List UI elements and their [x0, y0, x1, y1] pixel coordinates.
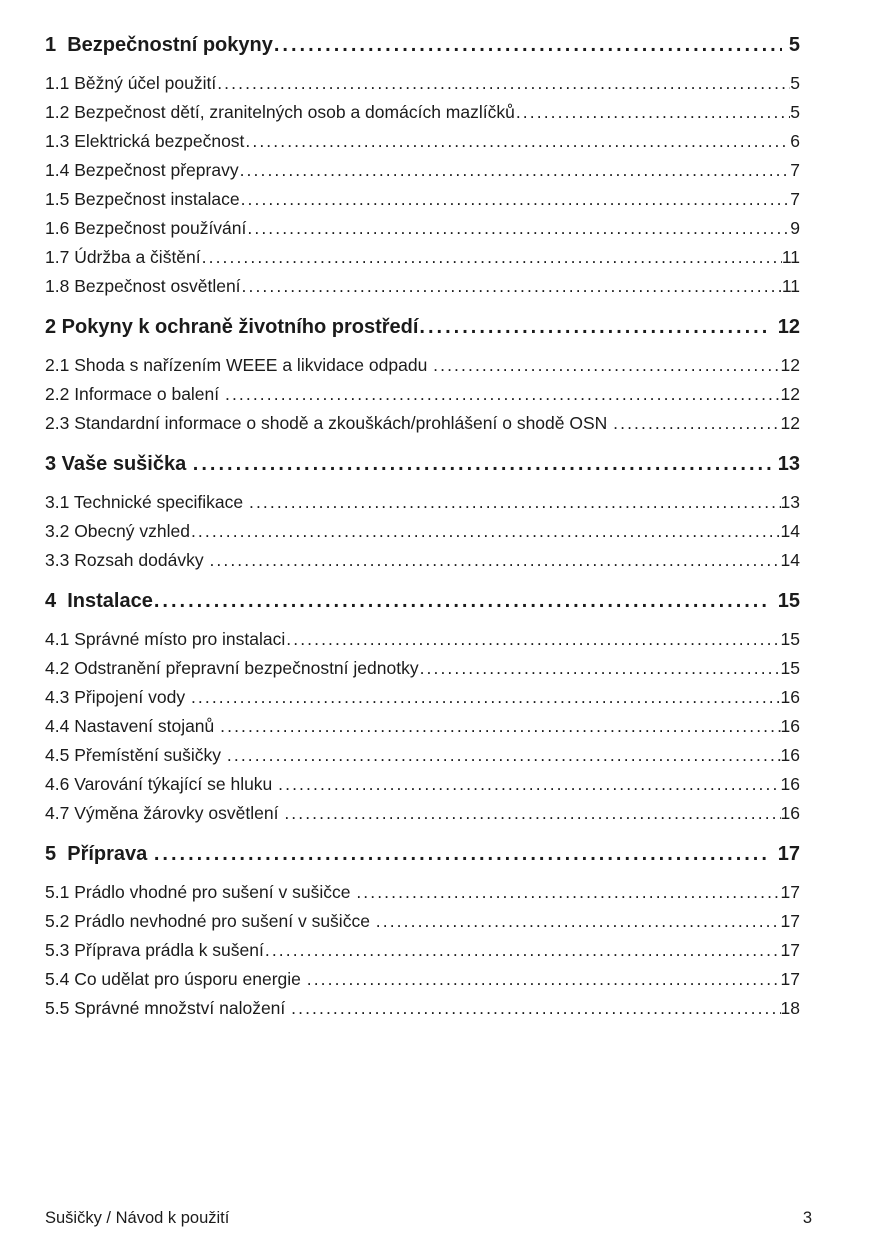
- entry-label: 1.7 Údržba a čištění: [45, 247, 201, 267]
- dot-leader: [216, 69, 790, 98]
- toc-entry: [45, 625, 800, 654]
- page-footer: [45, 1209, 812, 1228]
- footer-page-number: 3: [802, 1209, 812, 1227]
- entry-page-number: 15: [780, 658, 800, 678]
- dot-leader: [419, 654, 781, 683]
- entry-page-number: 15: [777, 590, 800, 612]
- toc-entry: [45, 799, 800, 828]
- entry-page-number: 6: [790, 131, 800, 151]
- table-of-contents: [45, 30, 800, 1023]
- toc-entry: [45, 907, 800, 936]
- toc-entry: [45, 127, 800, 156]
- toc-section-heading: [45, 312, 800, 343]
- toc-entry: [45, 683, 800, 712]
- entry-label: 4.3 Připojení vody: [45, 687, 190, 707]
- entry-label: 3.3 Rozsah dodávky: [45, 550, 209, 570]
- entry-page-number: 17: [780, 969, 800, 989]
- entry-page-number: 14: [780, 550, 800, 570]
- entry-page-number: 12: [780, 384, 800, 404]
- entry-page-number: 16: [780, 687, 800, 707]
- toc-entry: [45, 654, 800, 683]
- entry-label: 1.3 Elektrická bezpečnost: [45, 131, 245, 151]
- entry-page-number: 5: [790, 102, 800, 122]
- toc-entry: [45, 965, 800, 994]
- entry-label: 2.1 Shoda s nařízením WEEE a likvidace odpadu: [45, 355, 433, 375]
- dot-leader: [264, 936, 781, 965]
- dot-leader: [190, 517, 781, 546]
- entry-page-number: 16: [780, 745, 800, 765]
- dot-leader: [224, 380, 781, 409]
- dot-leader: [190, 683, 781, 712]
- entry-page-number: 17: [780, 882, 800, 902]
- entry-label: 1.4 Bezpečnost přepravy: [45, 160, 239, 180]
- toc-section-heading: [45, 449, 800, 480]
- toc-entry: [45, 98, 800, 127]
- entry-page-number: 16: [780, 716, 800, 736]
- dot-leader: [248, 488, 781, 517]
- entry-label: 5.2 Prádlo nevhodné pro sušení v sušičce: [45, 911, 375, 931]
- dot-leader: [201, 243, 782, 272]
- toc-entry: [45, 517, 800, 546]
- toc-entry: [45, 214, 800, 243]
- dot-leader: [240, 185, 791, 214]
- toc-entry: [45, 156, 800, 185]
- dot-leader: [239, 156, 791, 185]
- dot-leader: [283, 799, 780, 828]
- dot-leader: [375, 907, 781, 936]
- toc-entry: [45, 272, 800, 301]
- dot-leader: [153, 586, 771, 617]
- entry-page-number: 12: [780, 413, 800, 433]
- toc-section-heading: [45, 30, 800, 61]
- dot-leader: [290, 994, 780, 1023]
- toc-entry: [45, 380, 800, 409]
- dot-leader: [277, 770, 780, 799]
- dot-leader: [432, 351, 780, 380]
- entry-page-number: 16: [780, 803, 800, 823]
- entry-label: 4.1 Správné místo pro instalaci: [45, 629, 286, 649]
- entry-label: 3.1 Technické specifikace: [45, 492, 248, 512]
- entry-page-number: 13: [780, 492, 800, 512]
- entry-label: 2.3 Standardní informace o shodě a zkouškách/prohlášení o shodě OSN: [45, 413, 613, 433]
- toc-entry: [45, 351, 800, 380]
- entry-label: 5 Příprava: [45, 843, 153, 865]
- entry-label: 3.2 Obecný vzhled: [45, 521, 190, 541]
- entry-label: 4.6 Varování týkající se hluku: [45, 774, 278, 794]
- toc-entry: [45, 994, 800, 1023]
- dot-leader: [244, 127, 790, 156]
- toc-entry: [45, 770, 800, 799]
- entry-page-number: 11: [781, 247, 800, 267]
- toc-entry: [45, 488, 800, 517]
- toc-entry: [45, 878, 800, 907]
- dot-leader: [226, 741, 781, 770]
- toc-entry: [45, 185, 800, 214]
- entry-label: 3 Vaše sušička: [45, 453, 192, 475]
- entry-page-number: 17: [780, 940, 800, 960]
- dot-leader: [515, 98, 790, 127]
- entry-label: 1.2 Bezpečnost dětí, zranitelných osob a domácích mazlíčků: [45, 102, 515, 122]
- entry-page-number: 18: [780, 998, 800, 1018]
- entry-page-number: 5: [790, 73, 800, 93]
- dot-leader: [418, 312, 770, 343]
- dot-leader: [241, 272, 782, 301]
- dot-leader: [355, 878, 780, 907]
- entry-label: 4.2 Odstranění přepravní bezpečnostní jednotky: [45, 658, 419, 678]
- entry-label: 1.5 Bezpečnost instalace: [45, 189, 240, 209]
- entry-label: 2 Pokyny k ochraně životního prostředí: [45, 316, 419, 338]
- toc-entry: [45, 409, 800, 438]
- toc-entry: [45, 546, 800, 575]
- entry-page-number: 12: [780, 355, 800, 375]
- dot-leader: [285, 625, 780, 654]
- entry-page-number: 15: [780, 629, 800, 649]
- toc-entry: [45, 936, 800, 965]
- entry-label: 2.2 Informace o balení: [45, 384, 224, 404]
- toc-section-heading: [45, 586, 800, 617]
- entry-label: 4.7 Výměna žárovky osvětlení: [45, 803, 284, 823]
- entry-label: 4.5 Přemístění sušičky: [45, 745, 226, 765]
- entry-page-number: 17: [780, 911, 800, 931]
- entry-page-number: 7: [790, 189, 800, 209]
- toc-entry: [45, 712, 800, 741]
- entry-page-number: 11: [781, 276, 800, 296]
- dot-leader: [192, 449, 771, 480]
- dot-leader: [246, 214, 790, 243]
- entry-label: 1.8 Bezpečnost osvětlení: [45, 276, 241, 296]
- entry-page-number: 7: [790, 160, 800, 180]
- entry-page-number: 13: [777, 453, 800, 475]
- entry-label: 4.4 Nastavení stojanů: [45, 716, 220, 736]
- entry-page-number: 16: [780, 774, 800, 794]
- toc-section-heading: [45, 839, 800, 870]
- dot-leader: [219, 712, 780, 741]
- entry-label: 1 Bezpečnostní pokyny: [45, 34, 273, 56]
- entry-label: 4 Instalace: [45, 590, 153, 612]
- toc-entry: [45, 741, 800, 770]
- dot-leader: [153, 839, 771, 870]
- entry-page-number: 12: [777, 316, 800, 338]
- entry-label: 5.3 Příprava prádla k sušení: [45, 940, 264, 960]
- toc-entry: [45, 243, 800, 272]
- entry-label: 5.5 Správné množství naložení: [45, 998, 291, 1018]
- entry-label: 5.4 Co udělat pro úsporu energie: [45, 969, 306, 989]
- dot-leader: [273, 30, 782, 61]
- dot-leader: [208, 546, 780, 575]
- entry-page-number: 5: [788, 34, 800, 56]
- entry-page-number: 17: [777, 843, 800, 865]
- entry-page-number: 14: [780, 521, 800, 541]
- entry-label: 1.1 Běžný účel použití: [45, 73, 217, 93]
- entry-label: 5.1 Prádlo vhodné pro sušení v sušičce: [45, 882, 356, 902]
- dot-leader: [612, 409, 780, 438]
- dot-leader: [306, 965, 781, 994]
- footer-document-title: Sušičky / Návod k použití: [45, 1209, 230, 1227]
- toc-entry: [45, 69, 800, 98]
- entry-label: 1.6 Bezpečnost používání: [45, 218, 247, 238]
- entry-page-number: 9: [790, 218, 800, 238]
